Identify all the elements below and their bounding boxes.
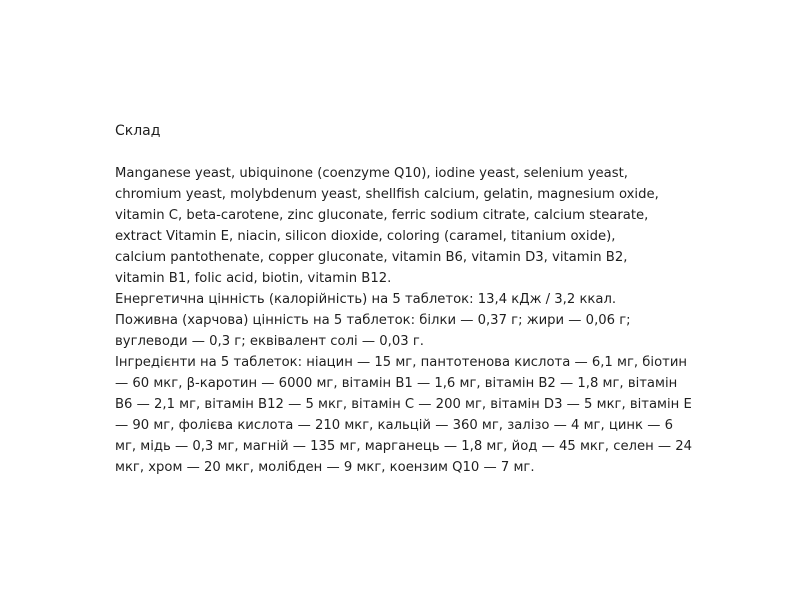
ingredients-line: мг, мідь — 0,3 мг, магній — 135 мг, марганець — 1,8 мг, йод — 45 мкг, селен — 24 xyxy=(115,439,693,454)
ingredients-line: B6 — 2,1 мг, вітамін B12 — 5 мкг, вітамін С — 200 мг, вітамін D3 — 5 мкг, вітамін Е xyxy=(115,397,692,412)
section-heading: Склад xyxy=(115,123,161,139)
ingredients-line: — 60 мкг, β-каротин — 6000 мг, вітамін B1 — 1,6 мг, вітамін B2 — 1,8 мг, вітамін xyxy=(115,376,678,391)
ingredients-line: мкг, хром — 20 мкг, молібден — 9 мкг, коензим Q10 — 7 мг. xyxy=(115,460,535,475)
ingredients-line: — 90 мг, фолієва кислота — 210 мкг, кальцій — 360 мг, залізо — 4 мг, цинк — 6 xyxy=(115,418,673,433)
composition-section xyxy=(115,121,705,478)
text-line: vitamin B1, folic acid, biotin, vitamin B12. xyxy=(115,271,392,286)
text-line: extract Vitamin E, niacin, silicon dioxide, coloring (caramel, titanium oxide), xyxy=(115,229,616,244)
text-line: calcium pantothenate, copper gluconate, vitamin B6, vitamin D3, vitamin B2, xyxy=(115,250,628,265)
text-line: Manganese yeast, ubiquinone (coenzyme Q10), iodine yeast, selenium yeast, xyxy=(115,166,628,181)
nutrition-value-line: вуглеводи — 0,3 г; еквівалент солі — 0,03 г. xyxy=(115,334,424,349)
text-line: vitamin C, beta-carotene, zinc gluconate, ferric sodium citrate, calcium stearate, xyxy=(115,208,649,223)
composition-text xyxy=(115,163,705,478)
ingredients-line: Інгредієнти на 5 таблеток: ніацин — 15 мг, пантотенова кислота — 6,1 мг, біотин xyxy=(115,355,688,370)
energy-value-line: Енергетична цінність (калорійність) на 5 таблеток: 13,4 кДж / 3,2 ккал. xyxy=(115,292,617,307)
text-line: chromium yeast, molybdenum yeast, shellfish calcium, gelatin, magnesium oxide, xyxy=(115,187,659,202)
nutrition-value-line: Поживна (харчова) цінність на 5 таблеток: білки — 0,37 г; жири — 0,06 г; xyxy=(115,313,631,328)
